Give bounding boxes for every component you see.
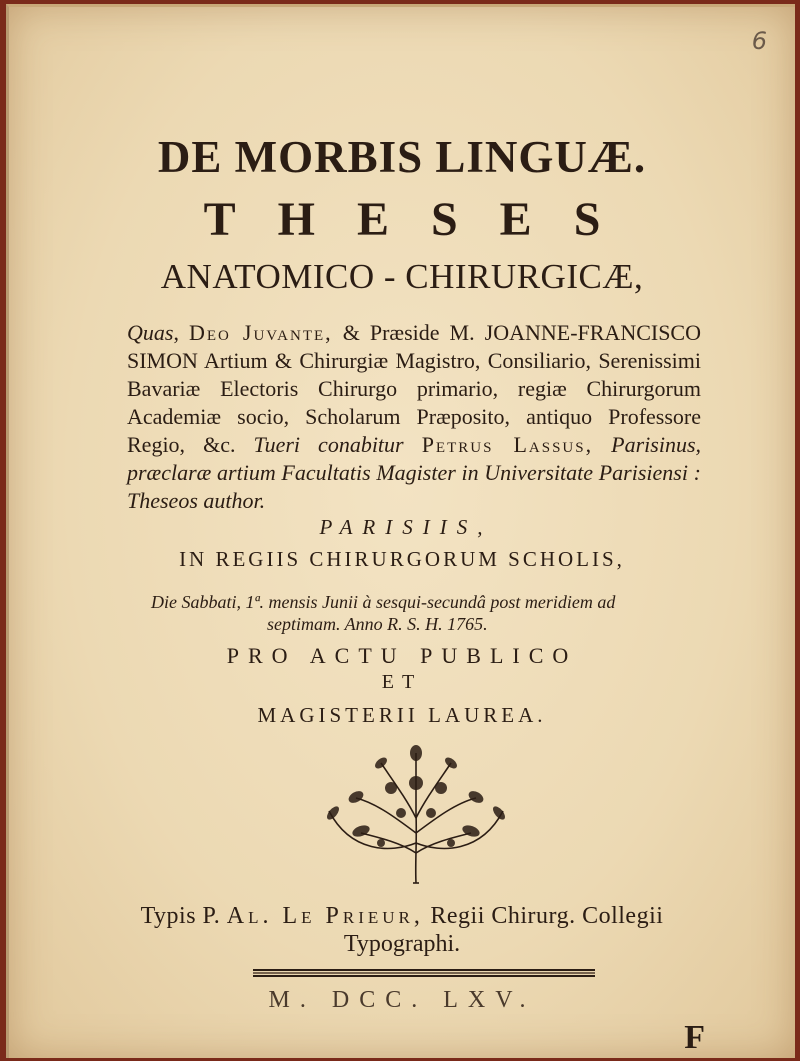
author-text: Parisinus, præclaræ artium Facultatis Magister in Universitate Parisiensi : Theseos author. [127,432,702,513]
title-page [6,4,795,1058]
typis-text: Typis P. [140,903,227,929]
author-name: Petrus Lassus, [421,432,594,457]
collegii-text: Regii Chirurg. Collegii [423,903,664,929]
quas-word: Quas [127,320,174,345]
praeside-text: & Præside M. JOANNE-FRANCISCO SIMON Artium & Chirurgiæ Magistro, Consiliario, Serenissimi Bavariæ Electoris Chirurgo primario, regiæ Chirurgorum Academiæ socio, Scholarum Præposito, antiquo Professore Regio, &c. [127,320,701,457]
place-regiis: IN REGIIS CHIRURGORUM SCHOLIS, [179,547,625,571]
main-title: DE MORBIS LINGUÆ. [157,132,647,182]
signature-mark: F [684,1019,705,1056]
date-text [151,591,677,635]
floral-ornament-icon [321,743,511,885]
deo-juvante: Deo Juvante, [188,320,333,345]
tueri-text: Tueri conabitur [253,432,404,457]
dedication-paragraph: Quas, Deo Juvante, & Præside M. JOANNE-FRANCISCO SIMON Artium & Chirurgiæ Magistro, Consiliario, Serenissimi Bavariæ Electoris Chirurgo primario, regiæ Chirurgorum Academiæ socio, Scholarum Præposito, antiquo Professore Regio, &c. Tueri conabitur Petrus Lassus, Parisinus, præclaræ artium Facultatis Magister in Universitate Parisiensi : Theseos author. [127,320,702,513]
place-parisiis: PARISIIS, [319,515,493,539]
publication-year: M. DCC. LXV. [268,987,536,1013]
subtitle: ANATOMICO - CHIRURGICÆ, [160,257,644,296]
magisterii-laurea: MAGISTERII LAUREA. [257,703,547,727]
pro-actu: PRO ACTU PUBLICO [226,643,578,668]
page-number: 6 [751,27,767,55]
printer-line [9,903,795,930]
date-line-2: septimam. Anno R. S. H. 1765. [267,614,488,634]
printer-name: Al. Le Prieur, [226,903,424,929]
ornamental-rule [253,969,595,977]
et-word: ET [381,671,423,693]
typographi-text: Typographi. [343,931,461,957]
date-line-1: Die Sabbati, 1ª. mensis Junii à sesqui-secundâ post meridiem ad [151,592,616,612]
theses-heading: THESES [203,193,643,246]
